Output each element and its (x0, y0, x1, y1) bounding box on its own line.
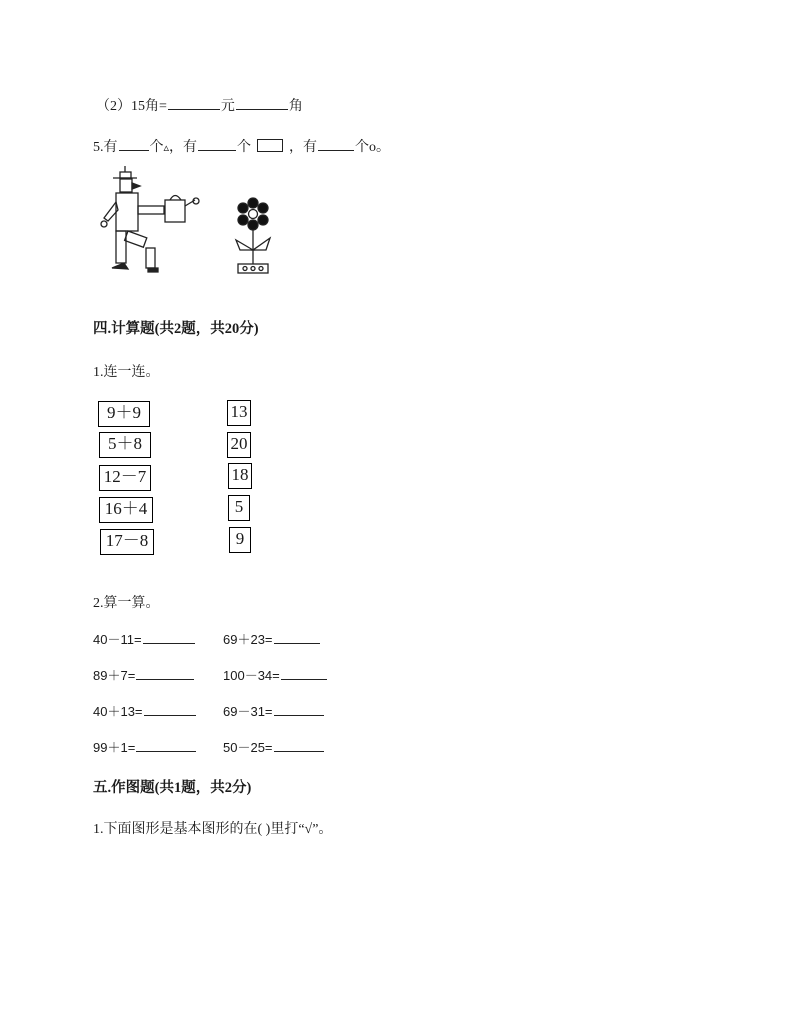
match-right-box-5[interactable]: 9 (229, 527, 251, 553)
calc-expression: 100－34= (223, 668, 280, 683)
calc-expression: 69＋23= (223, 632, 273, 647)
rectangle-count-blank[interactable] (198, 136, 236, 151)
calc-answer-blank[interactable] (274, 631, 320, 644)
question-number: 5. (93, 140, 104, 155)
match-right-box-2[interactable]: 20 (227, 432, 251, 458)
calc-expression: 50－25= (223, 740, 273, 755)
calc-answer-blank[interactable] (143, 631, 195, 644)
unit-jiao: 角 (288, 99, 303, 114)
answer-blank-yuan[interactable] (168, 95, 220, 110)
money-question (96, 95, 303, 115)
calc-expression: 40＋13= (93, 704, 143, 719)
period: 。 (376, 140, 391, 155)
match-left-box-3[interactable]: 12－7 (99, 465, 151, 491)
calc-item-3-1 (93, 701, 197, 720)
calc-item-2-1 (93, 665, 195, 684)
calc-expression: 89＋7= (93, 668, 136, 683)
comma: ， (169, 140, 184, 155)
calc-answer-blank[interactable] (136, 739, 196, 752)
match-right-box-3[interactable]: 18 (228, 463, 252, 489)
match-left-box-2[interactable]: 5＋8 (99, 432, 151, 458)
text-you: 有 (103, 140, 118, 155)
calc-answer-blank[interactable] (144, 703, 196, 716)
match-left-box-4[interactable]: 16＋4 (99, 497, 153, 523)
circle-icon: o (369, 140, 377, 155)
matching-question-title: 1.连一连。 (93, 365, 160, 380)
text-ge: 个 (237, 140, 252, 155)
calc-item-4-2 (223, 737, 325, 756)
match-left-box-5[interactable]: 17－8 (100, 529, 154, 555)
text-you: 有 (183, 140, 198, 155)
section-5-heading: 五.作图题(共1题，共2分) (93, 780, 252, 796)
calculation-question-title: 2.算一算。 (93, 596, 160, 611)
text-ge: 个 (149, 140, 164, 155)
match-right-box-1[interactable]: 13 (227, 400, 251, 426)
calc-answer-blank[interactable] (136, 667, 194, 680)
match-left-box-1[interactable]: 9＋9 (98, 401, 150, 427)
match-right-box-4[interactable]: 5 (228, 495, 250, 521)
flower-pot-figure (230, 194, 278, 276)
calc-item-1-1 (93, 629, 196, 648)
triangle-count-blank[interactable] (119, 136, 149, 151)
calc-expression: 99＋1= (93, 740, 136, 755)
drawing-question-title: 1.下面图形是基本图形的在( )里打“√”。 (93, 822, 333, 837)
shape-count-question (93, 136, 390, 156)
circle-count-blank[interactable] (318, 136, 354, 151)
calc-item-4-1 (93, 737, 197, 756)
money-question-prefix: （2）15角= (96, 99, 167, 114)
calc-item-2-2 (223, 665, 328, 684)
rectangle-icon (257, 139, 283, 152)
calc-answer-blank[interactable] (274, 739, 324, 752)
calc-expression: 40－11= (93, 632, 142, 647)
calc-answer-blank[interactable] (274, 703, 324, 716)
calc-answer-blank[interactable] (281, 667, 327, 680)
calc-expression: 69－31= (223, 704, 273, 719)
calc-item-1-2 (223, 629, 321, 648)
text-you: 有 (303, 140, 318, 155)
section-4-heading: 四.计算题(共2题，共20分) (93, 321, 259, 337)
unit-yuan: 元 (220, 99, 235, 114)
text-ge: 个 (355, 140, 370, 155)
robot-gardener-figure (98, 166, 208, 278)
triangle-icon: ▵ (163, 142, 170, 154)
answer-blank-jiao[interactable] (236, 95, 288, 110)
calc-item-3-2 (223, 701, 325, 720)
comma: ， (289, 140, 304, 155)
